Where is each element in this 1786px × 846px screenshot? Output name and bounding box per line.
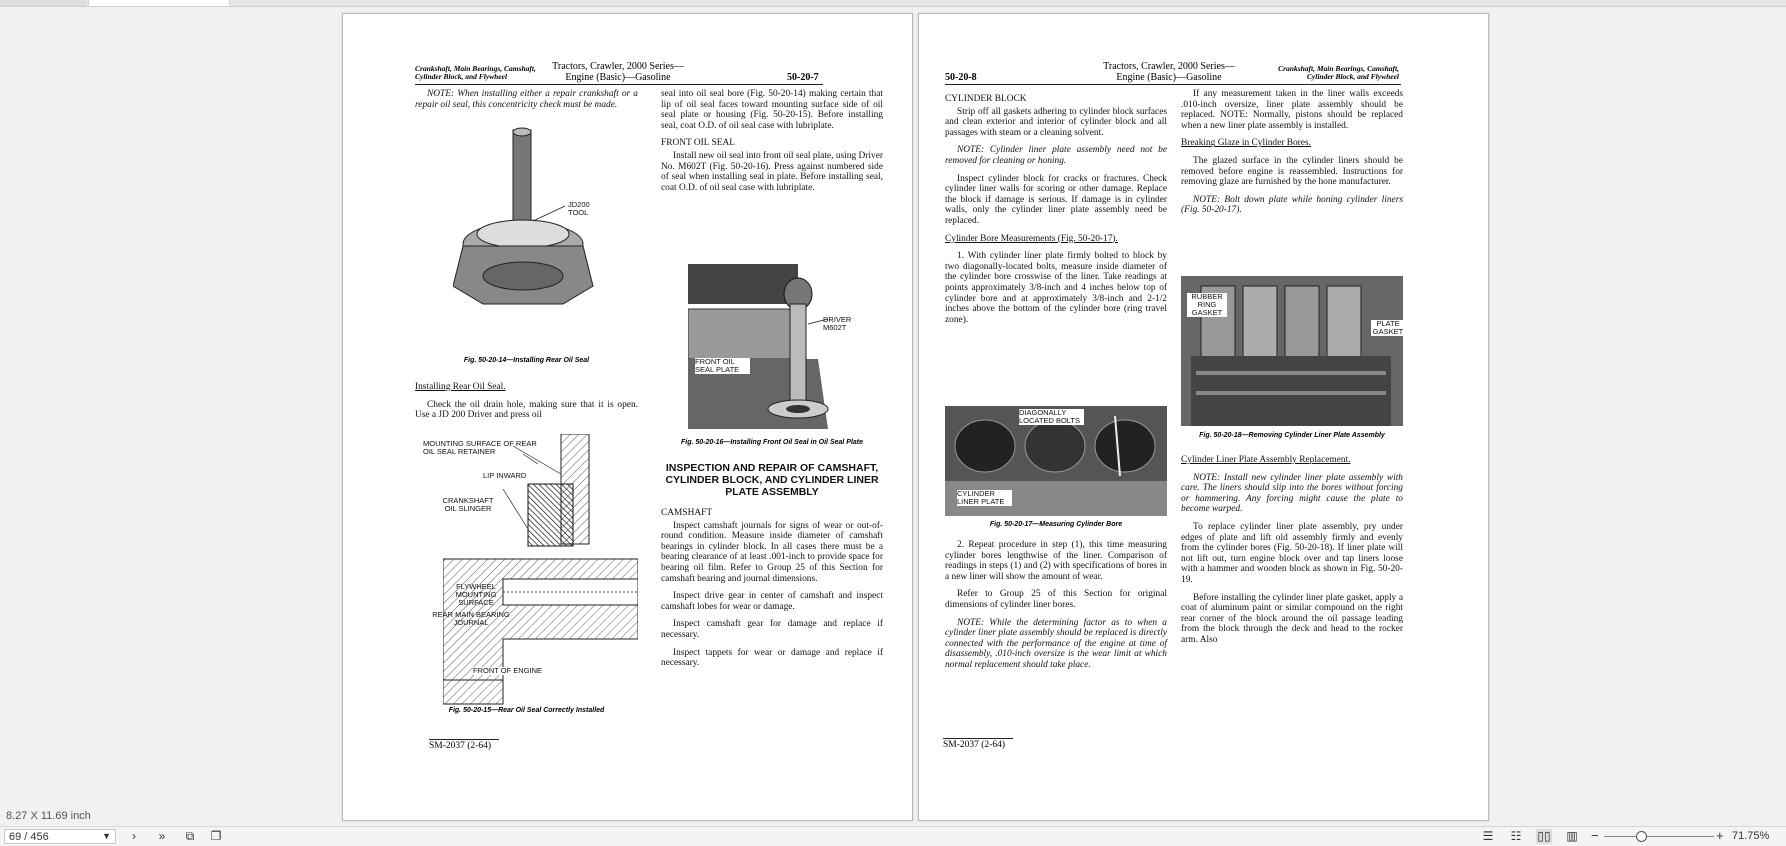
para-seal-into-bore: seal into oil seal bore (Fig. 50-20-14) making certain that lip of oil seal faces toward mounting surface side of oil seal plate or housing (Fig. 50-20-15). Before installing seal, coat O.D. of oil seal case with lubriplate. <box>661 89 883 131</box>
continuous-view-icon[interactable]: ☷ <box>1510 829 1522 843</box>
caption-fig-17: Fig. 50-20-17—Measuring Cylinder Bore <box>989 521 1123 528</box>
left-col-1 <box>415 89 638 117</box>
left-col-1-lower <box>415 378 638 428</box>
two-page-view-icon[interactable]: ▯▯ <box>1537 829 1551 843</box>
page-left <box>342 13 913 821</box>
note-bolt-down-plate: NOTE: Bolt down plate while honing cylinder liners (Fig. 50-20-17). <box>1181 194 1403 216</box>
caption-fig-16: Fig. 50-20-16—Installing Front Oil Seal in Oil Seal Plate <box>680 439 864 446</box>
label-lip-inward: LIP INWARD <box>483 471 527 480</box>
header-right: Crankshaft, Main Bearings, Camshaft, Cylinder Block, and Flywheel <box>1278 64 1399 81</box>
note-concentricity: NOTE: When installing either a repair crankshaft or a repair oil seal, this concentricity check must be made. <box>415 89 638 110</box>
single-page-view-icon[interactable]: ☰ <box>1482 829 1494 843</box>
right-col-2 <box>1181 89 1403 223</box>
page-indicator: 69 / 456 <box>9 831 49 843</box>
subhead-installing-rear-oil-seal: Installing Rear Oil Seal. <box>415 382 506 392</box>
right-col-1 <box>945 89 1167 332</box>
para-glazed-surface: The glazed surface in the cylinder liners should be removed before engine is reassembled. Instructions for removing glaze are furnished by the hone manufacturer. <box>1181 155 1403 188</box>
note-liner-not-removed: NOTE: Cylinder liner plate assembly need not be removed for cleaning or honing. <box>945 145 1167 166</box>
status-bar <box>0 826 1786 846</box>
label-cylinder-liner-plate: CYLINDER LINER PLATE <box>957 490 1012 506</box>
footer-rule <box>429 739 499 740</box>
label-flywheel-surface: FLYWHEEL MOUNTING SURFACE <box>455 582 497 607</box>
header-line-1: Tractors, Crawler, 2000 Series— <box>1103 61 1235 72</box>
para-replace-liner: To replace cylinder liner plate assembly, pry under edges of plate and lift old assembly firmly and evenly from the cylinder bores (Fig. 50-20-18). If liner plate will not lift out, turn engine block over and tap liners loose with a hammer and wooden block as shown in Fig. 50-20-19. <box>1181 521 1403 585</box>
para-measurement-exceeds: If any measurement taken in the liner walls exceeds .010-inch oversize, liner plate assembly should be replaced. NOTE: Normally, pistons should be replaced when a new liner plate assembly is installed. <box>1181 89 1403 131</box>
label-driver-m602t: DRIVER M602T <box>823 315 852 332</box>
label-diagonally-located-bolts: DIAGONALLY LOCATED BOLTS <box>1019 409 1084 425</box>
next-page-icon[interactable]: › <box>132 829 136 843</box>
heading-cylinder-block: CYLINDER BLOCK <box>945 94 1027 104</box>
zoom-slider[interactable] <box>1604 836 1714 837</box>
para-before-installing: Before installing the cylinder liner plate gasket, apply a coat of aluminum paint or similar compound on the right rear corner of the block around the oil passage leading from the block through the deck and head to the rocker arm. Also <box>1181 592 1403 645</box>
para-step-1: 1. With cylinder liner plate firmly bolted to block by two diagonally-located bolts, measure inside diameter of the cylinder bore crosswise of the liner. Take readings at points approximately 3/8-inch and 4 inches below top of cylinder bore and at approximately 3/8-inch and 2-1/2 inches above the bottom of the cylinder bore (ring travel zone). <box>945 251 1167 325</box>
label-front-of-engine: FRONT OF ENGINE <box>473 667 553 675</box>
para-camshaft-journals: Inspect camshaft journals for signs of wear or out-of-round condition. Measure inside diameter of camshaft bearings in cylinder block. In all cases there must be a bearing clearance of at least .001-inch to provide space for bearing oil film. Refer to Group 25 of this Section for camshaft bearing and journal dimensions. <box>661 520 883 584</box>
left-col-2-lower <box>661 458 883 676</box>
header-line-1: Tractors, Crawler, 2000 Series— <box>552 61 684 72</box>
footer-sm-number: SM-2037 (2-64) <box>429 741 492 751</box>
caption-fig-18: Fig. 50-20-18—Removing Cylinder Liner Plate Assembly <box>1199 432 1385 439</box>
figure-installing-rear-oil-seal <box>453 126 603 310</box>
copy-page-icon[interactable]: ❐ <box>210 829 222 843</box>
para-camshaft-gear: Inspect camshaft gear for damage and replace if necessary. <box>661 619 883 640</box>
para-step-2: 2. Repeat procedure in step (1), this time measuring cylinder bores lengthwise of the liner. Comparison of readings in steps (1) and (2) with specifications of bores in a new liner will show the amount of wear. <box>945 540 1167 582</box>
two-page-continuous-icon[interactable]: ▥ <box>1566 829 1578 843</box>
footer-rule <box>943 738 1013 739</box>
zoom-in-icon[interactable]: + <box>1716 828 1724 843</box>
header-line-2: Engine (Basic)—Gasoline <box>1116 72 1222 83</box>
tab-active[interactable] <box>88 0 230 6</box>
document-viewport[interactable] <box>0 7 1786 822</box>
page-number-selector[interactable] <box>4 829 116 844</box>
header-center <box>543 61 693 83</box>
page-number: 50-20-7 <box>787 72 819 83</box>
note-install-with-care: NOTE: Install new cylinder liner plate assembly with care. The liners should slip into the bores without forcing or hammering. Any forcing might cause the plate to become warped. <box>1181 472 1403 515</box>
zoom-out-icon[interactable]: − <box>1591 828 1599 843</box>
chevron-down-icon: ▼ <box>102 831 111 841</box>
heading-camshaft: CAMSHAFT <box>661 508 713 518</box>
go-to-page-icon[interactable]: ⧉ <box>185 829 195 843</box>
label-rear-main-journal: REAR MAIN BEARING JOURNAL <box>432 610 510 627</box>
note-wear-limit: NOTE: While the determining factor as to when a cylinder liner plate assembly should be replaced is directly connected with the performance of the engine at time of disassembly, .010-inch oversize is the wear limit at which normal replacement should take place. <box>945 617 1167 670</box>
caption-fig-15: Fig. 50-20-15—Rear Oil Seal Correctly Installed <box>448 707 605 714</box>
page-number: 50-20-8 <box>945 72 977 83</box>
header-left: Crankshaft, Main Bearings, Camshaft, Cylinder Block, and Flywheel <box>415 64 536 81</box>
label-crankshaft-slinger: CRANKSHAFT OIL SLINGER <box>442 496 494 513</box>
subhead-liner-replacement: Cylinder Liner Plate Assembly Replacement. <box>1181 455 1351 465</box>
page-right <box>918 13 1489 821</box>
figure-front-oil-seal-installation <box>688 264 873 434</box>
header-line-2: Engine (Basic)—Gasoline <box>565 72 671 83</box>
para-refer-group-25: Refer to Group 25 of this Section for original dimensions of cylinder liner bores. <box>945 589 1167 610</box>
tab-inactive[interactable] <box>0 0 86 6</box>
page-size-label: 8.27 X 11.69 inch <box>6 810 91 822</box>
header-rule <box>945 84 1401 85</box>
para-tappets: Inspect tappets for wear or damage and replace if necessary. <box>661 647 883 669</box>
heading-inspection-repair: INSPECTION AND REPAIR OF CAMSHAFT, CYLINDER BLOCK, AND CYLINDER LINER PLATE ASSEMBLY <box>665 462 879 498</box>
subhead-breaking-glaze: Breaking Glaze in Cylinder Bores. <box>1181 138 1311 149</box>
zoom-slider-handle[interactable] <box>1636 831 1647 842</box>
caption-fig-14: Fig. 50-20-14—Installing Rear Oil Seal <box>463 357 590 364</box>
label-jd200-tool: JD200 TOOL <box>568 200 590 217</box>
label-rubber-ring-gasket: RUBBER RING GASKET <box>1187 293 1227 317</box>
label-front-oil-seal-plate: FRONT OIL SEAL PLATE <box>695 358 750 374</box>
right-col-1-lower <box>945 540 1167 678</box>
para-check-drain: Check the oil drain hole, making sure that it is open. Use a JD 200 Driver and press oil <box>415 399 638 421</box>
tab-strip <box>0 0 1786 7</box>
para-drive-gear: Inspect drive gear in center of camshaft and inspect camshaft lobes for wear or damage. <box>661 591 883 612</box>
label-plate-gasket: PLATE GASKET <box>1372 319 1404 336</box>
zoom-percentage[interactable]: 71.75% <box>1732 830 1770 842</box>
left-col-2 <box>661 89 883 200</box>
header-rule <box>415 84 823 85</box>
heading-front-oil-seal: FRONT OIL SEAL <box>661 138 735 149</box>
para-strip-gaskets: Strip off all gaskets adhering to cylinder block surfaces and clean exterior and interior of cylinder block and all passages with steam or a cleaning solvent. <box>945 106 1167 138</box>
right-col-2-lower <box>1181 451 1403 653</box>
header-center <box>1089 61 1249 83</box>
para-front-oil-seal: Install new oil seal into front oil seal plate, using Driver No. M602T (Fig. 50-20-16). Press against numbered side of seal when installing seal in plate. Before installing seal, coat O.D. of oil seal case with lubriplate. <box>661 150 883 193</box>
label-mounting-surface: MOUNTING SURFACE OF REAR OIL SEAL RETAINER <box>423 439 537 456</box>
para-inspect-block: Inspect cylinder block for cracks or fractures. Check cylinder liner walls for scoring or other damage. Replace the block if damage is serious. If damage is in cylinder walls, only the cylinder liner plate assembly need be replaced. <box>945 173 1167 226</box>
footer-sm-number: SM-2037 (2-64) <box>943 740 1006 750</box>
subhead-bore-measurements: Cylinder Bore Measurements (Fig. 50-20-17). <box>945 233 1118 244</box>
last-page-icon[interactable]: » <box>158 829 166 843</box>
